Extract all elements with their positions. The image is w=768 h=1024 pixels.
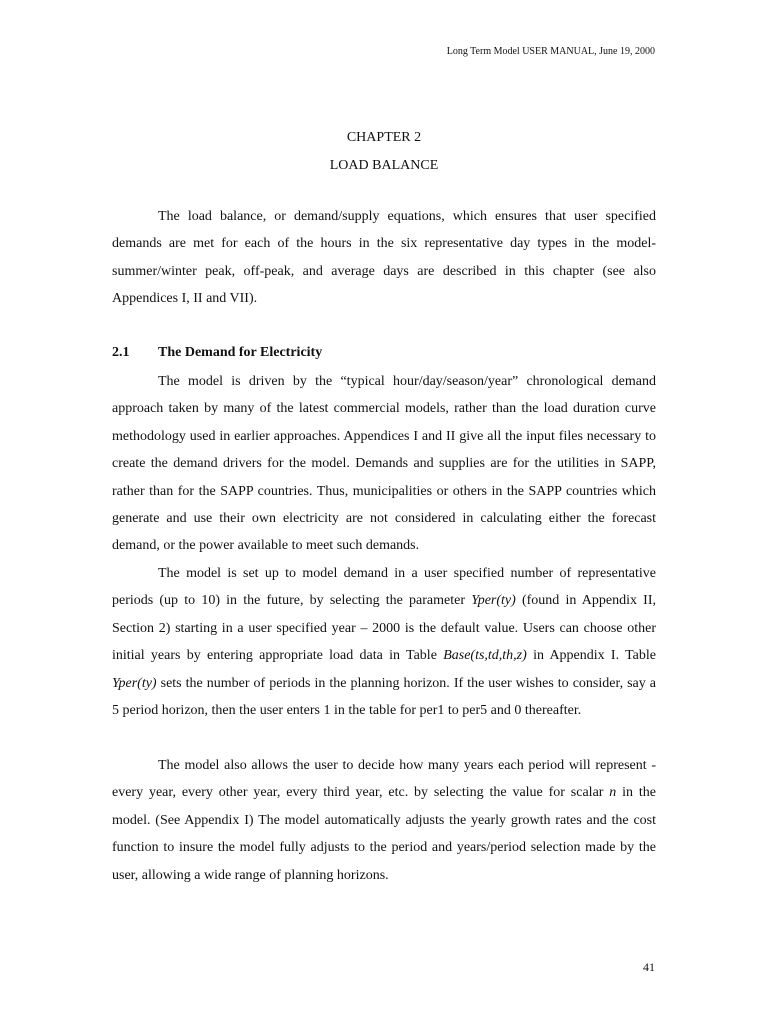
paragraph-3-text-2: in the model. (See Appendix I) The model automatically adjusts the yearly growth rates and the cost function to insure the model fully adjusts to the period and years/period selection made by the user, allowing a wide range of planning horizons. xyxy=(112,785,656,883)
paragraph-2-text-4: sets the number of periods in the planning horizon. If the user wishes to consider, say a 5 period horizon, then the user enters 1 in the table for per1 to per5 and 0 thereafter. xyxy=(112,675,656,719)
page-number: 41 xyxy=(643,960,655,974)
section-paragraph-3 xyxy=(112,752,656,889)
chapter-title: LOAD BALANCE xyxy=(329,158,439,173)
chapter-label: CHAPTER 2 xyxy=(346,130,422,145)
section-number: 2.1 xyxy=(112,345,130,360)
paragraph-3-text-1: The model also allows the user to decide how many years each period will represent - every year, every other year, every third year, etc. by selecting the value for scalar xyxy=(112,758,656,801)
paragraph-2-text-3: in Appendix I. Table xyxy=(526,648,657,664)
section-title: The Demand for Electricity xyxy=(158,345,323,360)
paragraph-2-text-1: The model is set up to model demand in a user specified number of representative periods (up to 10) in the future, by selecting the parameter xyxy=(112,566,656,609)
section-heading xyxy=(112,345,322,361)
section-paragraph-1: The model is driven by the “typical hour/day/season/year” chronological demand approach taken by many of the latest commercial models, rather than the load duration curve methodology used in earlier approaches. Appendices I and II give all the input files necessary to create the demand drivers for the model. Demands and supplies are for the utilities in SAPP, rather than for the SAPP countries. Thus, municipalities or others in the SAPP countries which generate and use their own electricity are not considered in calculating either the forecast demand, or the power available to meet such demands. xyxy=(112,374,656,554)
table-yper-term: Yper(ty) xyxy=(112,675,157,691)
parameter-yper-term: Yper(ty) xyxy=(471,593,516,609)
section-paragraph-2 xyxy=(112,560,656,724)
running-header: Long Term Model USER MANUAL, June 19, 2000 xyxy=(446,46,655,57)
table-base-term: Base(ts,td,th,z) xyxy=(443,648,527,664)
scalar-n-term: n xyxy=(609,785,617,801)
paragraph-2-text-2: (found in Appendix II, Section 2) starting in a user specified year – 2000 is the default value. Users can choose other initial years by entering appropriate load data in Table xyxy=(112,593,656,664)
intro-paragraph: The load balance, or demand/supply equations, which ensures that user specified demands are met for each of the hours in the six representative day types in the model- summer/winter peak, off-peak, and average days are described in this chapter (see also Appendices I, II and VII). xyxy=(112,209,656,307)
